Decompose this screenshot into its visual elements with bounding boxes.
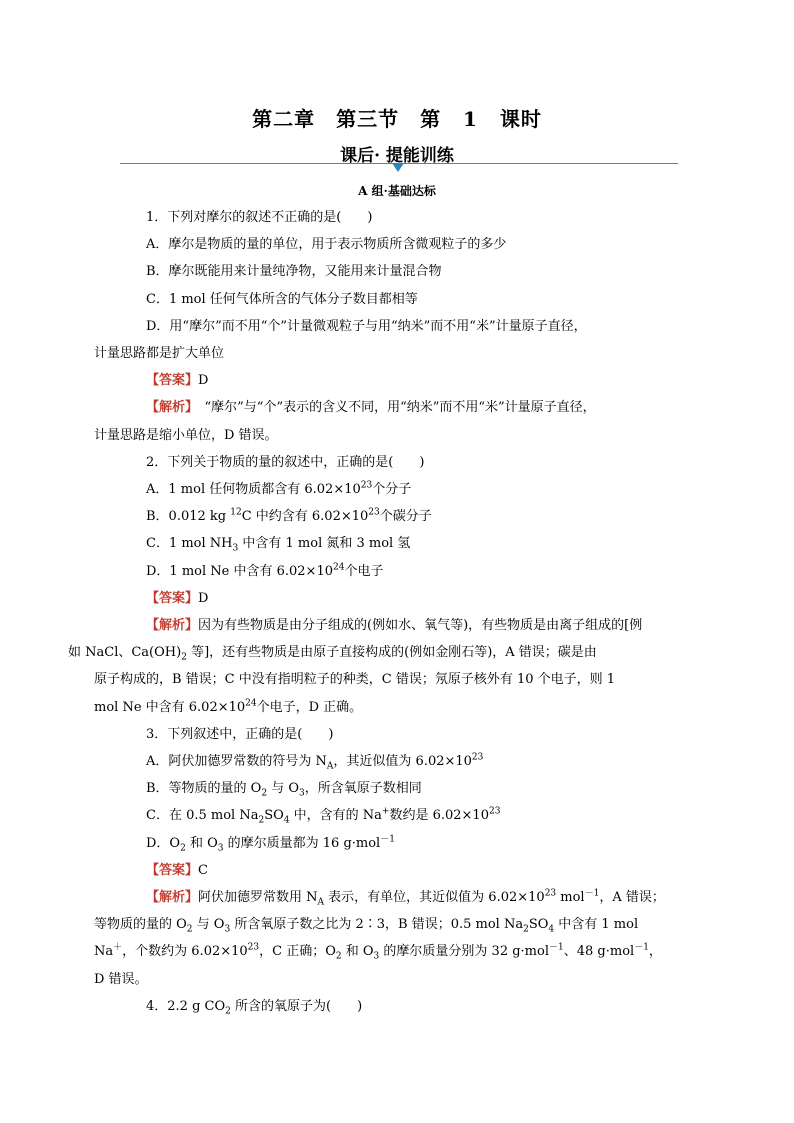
analysis-tag: 【解析】: [146, 890, 199, 906]
q3-option-d: D．$O_2$ 和 $O_3$ 的摩尔质量都为 16 g·mol$^{-1}$: [146, 834, 395, 854]
answer-tag: 【答案】: [146, 373, 199, 389]
q1-stem: 1．下列对摩尔的叙述不正确的是( ): [146, 210, 373, 225]
q1-option-d: D．用“摩尔”而不用“个”计量微观粒子与用“纳米”而不用“米”计量原子直径， 计量思路都是扩大单位: [94, 318, 587, 362]
q3-stem: 3．下列叙述中，正确的是( ): [146, 726, 334, 742]
answer-tag: 【答案】: [146, 590, 199, 606]
q3-analysis: 【解析】阿伏加德罗常数用 $N_A$ 表示，有单位，其近似值为 $6.02\times 10^{23}$ mol$^{-1}$，A 错误； 等物质的量的 $O_2$ 与 $O_3$ 所含氧原子数之比为 2∶3，B 错误；0.5 mol $Na_2SO_4$ 中含有 1 mol Na＋，个数约为 $6.02\times 10^{23}$，C 正确；$O_2$ 和 $O_3$ 的摩尔质量分别为 32 g·mol$^{-1}$、48 g·mol$^{-1}$， D 错误。: [94, 888, 665, 987]
q2-analysis: 【解析】因为有些物质是由分子组成的(例如水、氧气等)，有些物质是由离子组成的[例 如 NaCl、$Ca(OH)_2$ 等]，还有些物质是由原子直接构成的(例如金刚石等)，A 错误；碳是由 原子构成的，B 错误；C 中没有指明粒子的种类，C 错误；氖原子核外有 10 个电子，则 1 mol Ne 中含有 $6.02\times 10^{24}$个电子，D 正确。: [68, 618, 643, 715]
q2-option-b: B．0.012 kg $^{12}$C 中约含有 $6.02\times 10^{23}$个碳分子: [146, 507, 432, 525]
q2-option-d: D．1 mol Ne 中含有 $6.02\times 10^{24}$个电子: [146, 562, 384, 579]
q4-stem: 4．2.2 g $CO_2$ 所含的氧原子为( ): [146, 998, 363, 1017]
q1-option-b: B．摩尔既能用来计量纯净物，又能用来计量混合物: [146, 264, 442, 280]
q2-option-a: A．1 mol 任何物质都含有 $6.02\times 10^{23}$个分子: [146, 480, 412, 498]
q2-option-c: C．1 mol $NH_3$ 中含有 1 mol 氮和 3 mol 氢: [146, 536, 411, 555]
page-subtitle: 课后· 提能训练: [340, 146, 454, 166]
analysis-tag: 【解析】: [146, 618, 199, 634]
q3-answer: 【答案】C: [146, 862, 208, 878]
page-title: 第二章 第三节 第 1 课时: [252, 107, 542, 131]
q1-option-a: A．摩尔是物质的量的单位，用于表示物质所含微观粒子的多少: [146, 237, 507, 253]
q1-answer: 【答案】D: [146, 373, 209, 389]
q2-stem: 2．下列关于物质的量的叙述中，正确的是( ): [146, 454, 425, 470]
section-heading: A 组·基础达标: [358, 184, 436, 198]
analysis-tag: 【解析】: [146, 400, 192, 416]
q3-option-a: A．阿伏加德罗常数的符号为 $N_A$，其近似值为 $6.02\times 10^{23}$: [146, 752, 484, 772]
q1-option-c: C．1 mol 任何气体所含的气体分子数目都相等: [146, 291, 418, 307]
q3-option-c: C．在 0.5 mol $Na_2SO_4$ 中，含有的 Na+数约是 $6.02\times 10^{23}$: [146, 807, 501, 827]
q3-option-b: B．等物质的量的 $O_2$ 与 $O_3$，所含氧原子数相同: [146, 781, 422, 799]
question-list: [68, 204, 680, 1020]
triangle-marker-icon: [392, 163, 404, 172]
answer-tag: 【答案】: [146, 862, 199, 878]
q1-analysis: 【解析】 “摩尔”与“个”表示的含义不同，用“纳米”而不用“米”计量原子直径， 计量思路是缩小单位，D 错误。: [94, 400, 596, 443]
q2-answer: 【答案】D: [146, 590, 209, 606]
